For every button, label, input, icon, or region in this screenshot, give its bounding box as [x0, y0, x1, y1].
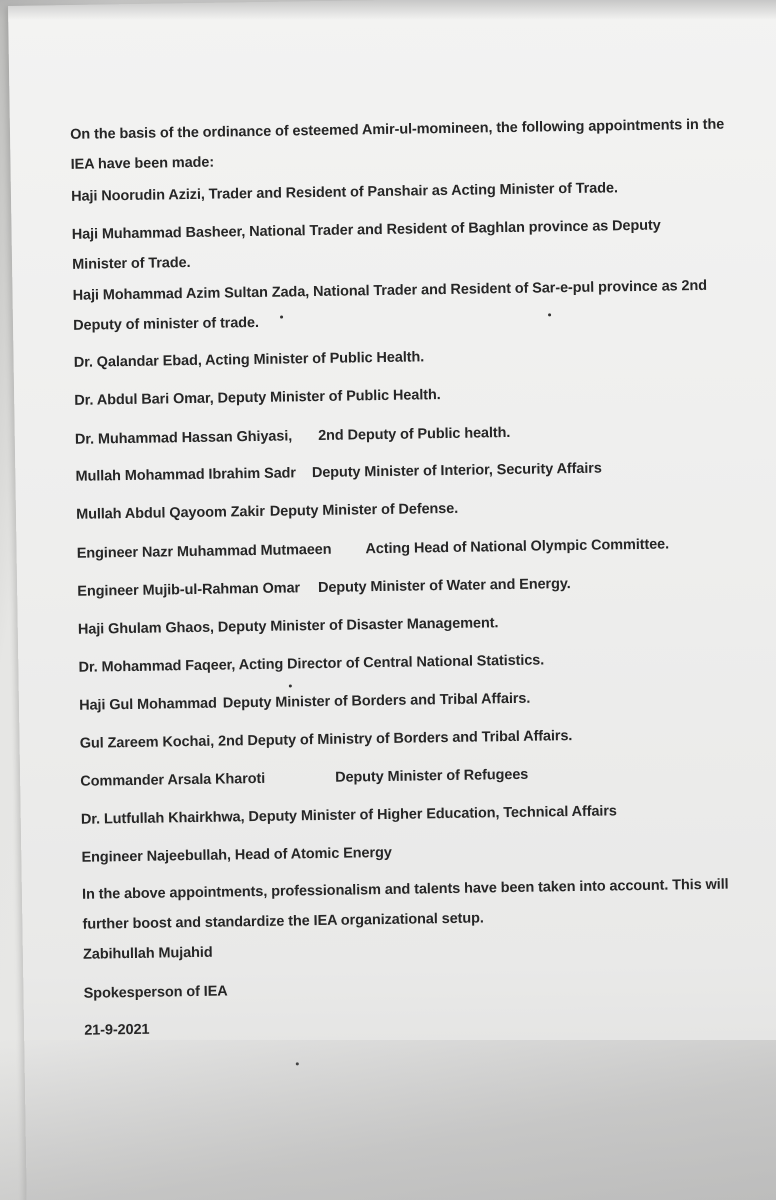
appointment-line: [79, 680, 739, 720]
closing-paragraph: In the above appointments, professionalism and talents have been taken into account. This will further boost and standardize the IEA organizational setup.: [81, 876, 729, 933]
appointee-role: , Head of Atomic Energy: [226, 844, 392, 864]
appointment-line: [81, 832, 741, 872]
appointment-line: Haji Noorudin Azizi, Trader and Resident of Panshair as Acting Minister of Trade.: [71, 180, 618, 205]
appointment-line: [75, 414, 735, 454]
document-date: 21-9-2021: [84, 1021, 150, 1039]
signatory-name: Zabihullah Mujahid: [82, 944, 213, 963]
appointment-line: Dr. Lutfullah Khairkhwa, Deputy Minister of Higher Education, Technical Affairs: [80, 803, 617, 828]
appointee-name: Engineer Nazr Muhammad Mutmaeen: [76, 541, 332, 562]
appointee-name: Commander Arsala Kharoti: [80, 770, 266, 790]
appointee-role: 2nd Deputy of Public health.: [318, 424, 511, 444]
ink-speck: [296, 1062, 299, 1065]
appointee-name: Dr. Muhammad Hassan Ghiyasi,: [74, 428, 293, 448]
appointment-line: Haji Muhammad Basheer, National Trader and Resident of Baghlan province as Deputy Minister of Trade.: [71, 217, 661, 273]
appointee-role: Deputy Minister of Defense.: [269, 500, 459, 520]
appointment-line: Haji Mohammad Azim Sultan Zada, National Trader and Resident of Sar-e-pul province as 2nd Deputy of minister of trade.: [72, 277, 708, 334]
appointment-line: [77, 528, 737, 568]
appointee-name: Mullah Mohammad Ibrahim Sadr: [75, 465, 297, 485]
appointment-line: Haji Ghulam Ghaos, Deputy Minister of Disaster Management.: [77, 615, 499, 638]
ink-speck: [280, 316, 283, 319]
signatory-title: Spokesperson of IEA: [83, 983, 228, 1002]
ink-speck: [289, 684, 292, 687]
appointment-line: [76, 489, 736, 529]
appointee-name: Engineer Mujib-ul-Rahman Omar: [77, 580, 301, 600]
appointment-line: [77, 566, 737, 606]
appointee-name: Engineer Najeebullah: [81, 847, 228, 866]
appointee-role: Deputy Minister of Refugees: [335, 766, 529, 786]
appointment-line: Dr. Qalandar Ebad, Acting Minister of Public Health.: [73, 349, 425, 371]
appointment-line: [80, 756, 740, 796]
appointment-line: Dr. Mohammad Faqeer, Acting Director of Central National Statistics.: [78, 652, 545, 676]
intro-paragraph: On the basis of the ordinance of esteemed Amir-ul-momineen, the following appointments in the IEA have been made:: [70, 116, 725, 173]
appointee-name: Mullah Abdul Qayoom Zakir: [76, 503, 265, 523]
appointee-role: Deputy Minister of Interior, Security Affairs: [311, 460, 602, 482]
appointment-line: Dr. Abdul Bari Omar, Deputy Minister of Public Health.: [74, 387, 441, 409]
appointee-role: Deputy Minister of Water and Energy.: [317, 576, 571, 597]
appointee-name: Haji Gul Mohammad: [79, 695, 217, 714]
ink-speck: [548, 313, 551, 316]
appointee-role: Acting Head of National Olympic Committee.: [365, 536, 670, 558]
appointee-role: Deputy Minister of Borders and Tribal Affairs.: [222, 690, 531, 712]
appointment-line: [75, 451, 735, 491]
appointment-line: Gul Zareem Kochai, 2nd Deputy of Ministry of Borders and Tribal Affairs.: [79, 728, 573, 752]
